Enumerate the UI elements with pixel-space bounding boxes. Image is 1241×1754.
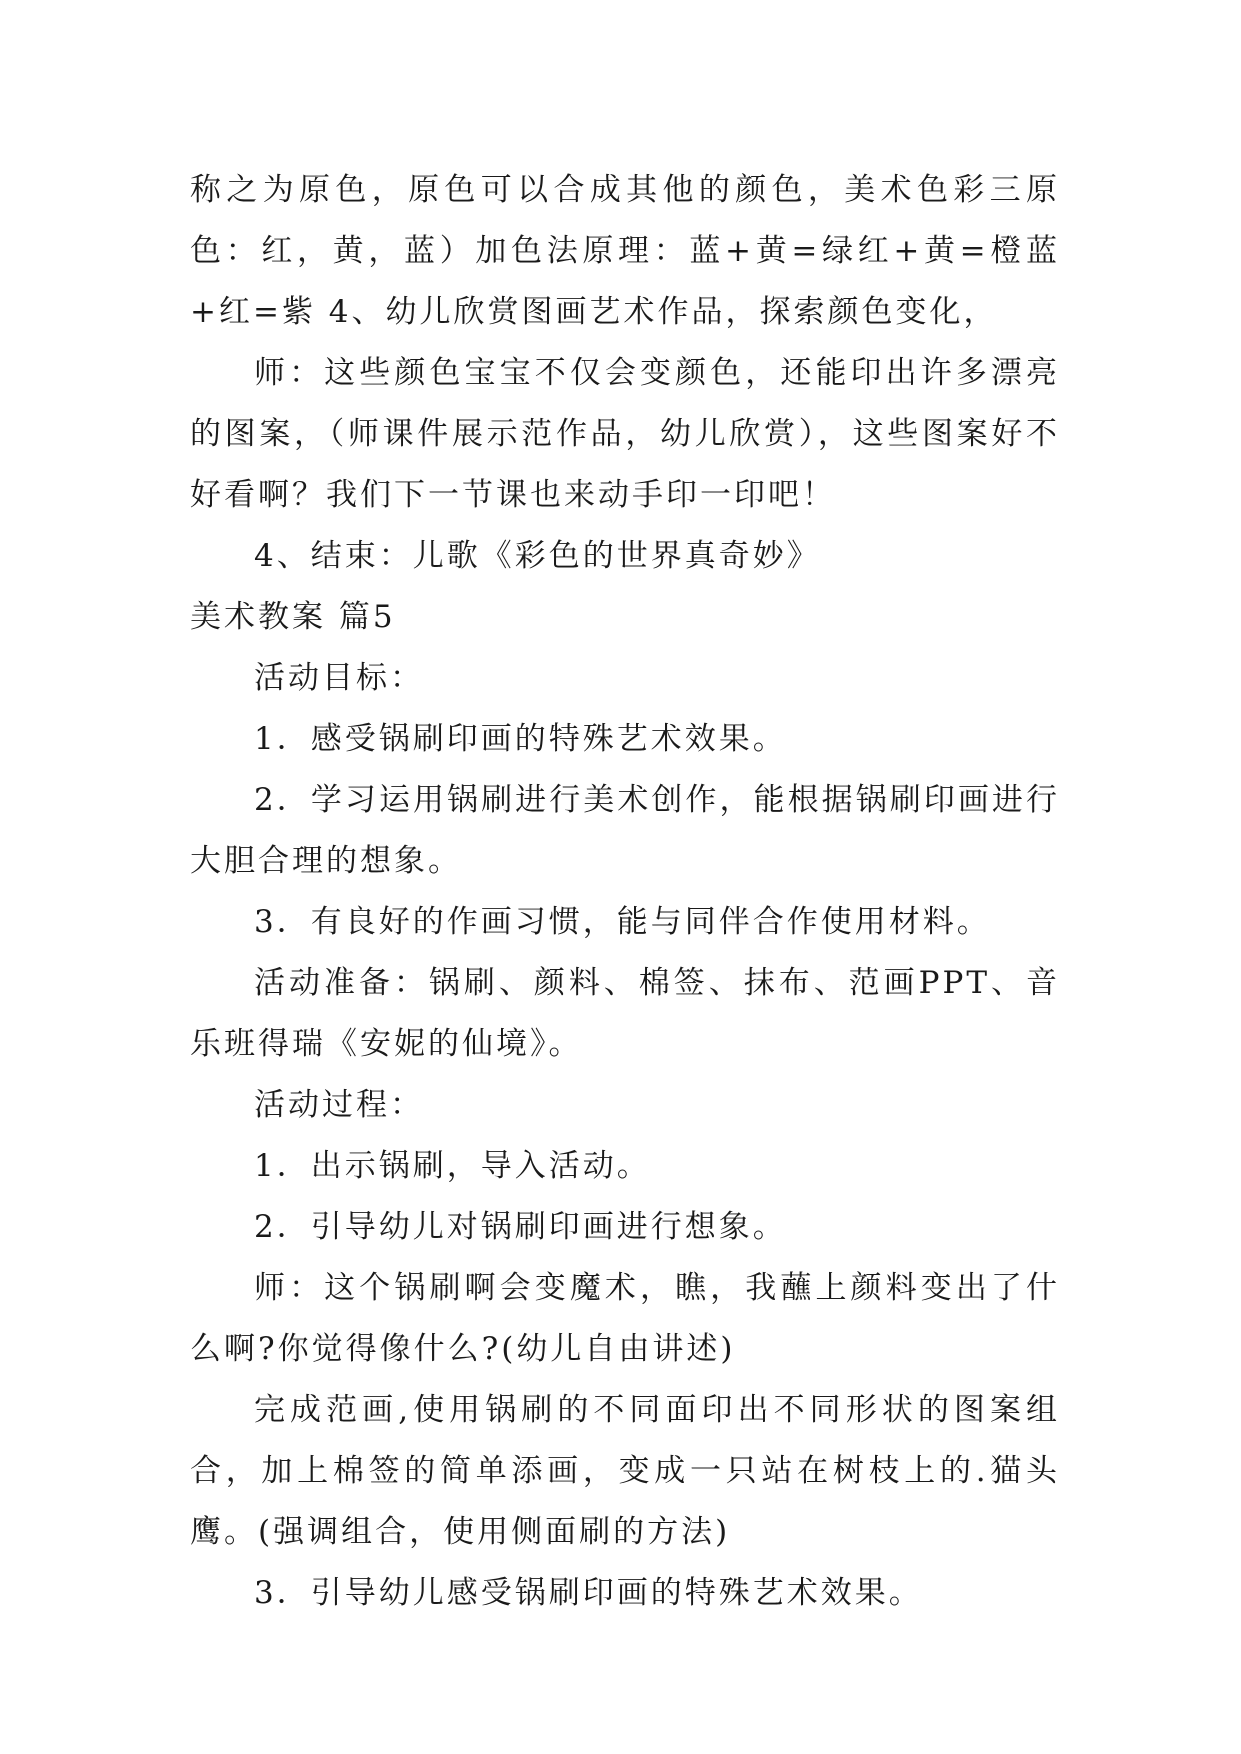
paragraph-process-label: 活动过程：	[254, 1087, 424, 1123]
paragraph-preparation: 活动准备：锅刷、颜料、棉签、抹布、范画PPT、音乐班得瑞《安妮的仙境》。	[190, 965, 1060, 1062]
paragraph-teacher-magic: 师：这个锅刷啊会变魔术，瞧，我蘸上颜料变出了什么啊?你觉得像什么?(幼儿自由讲述)	[190, 1270, 1060, 1367]
paragraph-step-3: 3．引导幼儿感受锅刷印画的特殊艺术效果。	[254, 1575, 923, 1611]
paragraph-continuation: 称之为原色，原色可以合成其他的颜色，美术色彩三原色：红，黄，蓝）加色法原理：蓝+黄=绿红+黄=橙蓝+红=紫 4、幼儿欣赏图画艺术作品，探索颜色变化，	[190, 172, 1060, 330]
section-heading: 美术教案 篇5	[190, 599, 396, 635]
paragraph-step-1: 1．出示锅刷，导入活动。	[254, 1148, 651, 1184]
paragraph-goals-label: 活动目标：	[254, 660, 424, 696]
paragraph-step-2: 2．引导幼儿对锅刷印画进行想象。	[254, 1209, 787, 1245]
paragraph-goal-2: 2．学习运用锅刷进行美术创作，能根据锅刷印画进行大胆合理的想象。	[190, 782, 1060, 879]
document-body	[190, 160, 1060, 1624]
paragraph-sample-drawing: 完成范画,使用锅刷的不同面印出不同形状的图案组合，加上棉签的简单添画，变成一只站在树枝上的.猫头鹰。(强调组合，使用侧面刷的方法)	[190, 1392, 1060, 1550]
paragraph-goal-1: 1．感受锅刷印画的特殊艺术效果。	[254, 721, 787, 757]
paragraph-ending: 4、结束：儿歌《彩色的世界真奇妙》	[254, 538, 821, 574]
paragraph-teacher-speech: 师：这些颜色宝宝不仅会变颜色，还能印出许多漂亮的图案，（师课件展示范作品，幼儿欣赏），这些图案好不好看啊？我们下一节课也来动手印一印吧！	[190, 355, 1060, 513]
paragraph-goal-3: 3．有良好的作画习惯，能与同伴合作使用材料。	[254, 904, 991, 940]
